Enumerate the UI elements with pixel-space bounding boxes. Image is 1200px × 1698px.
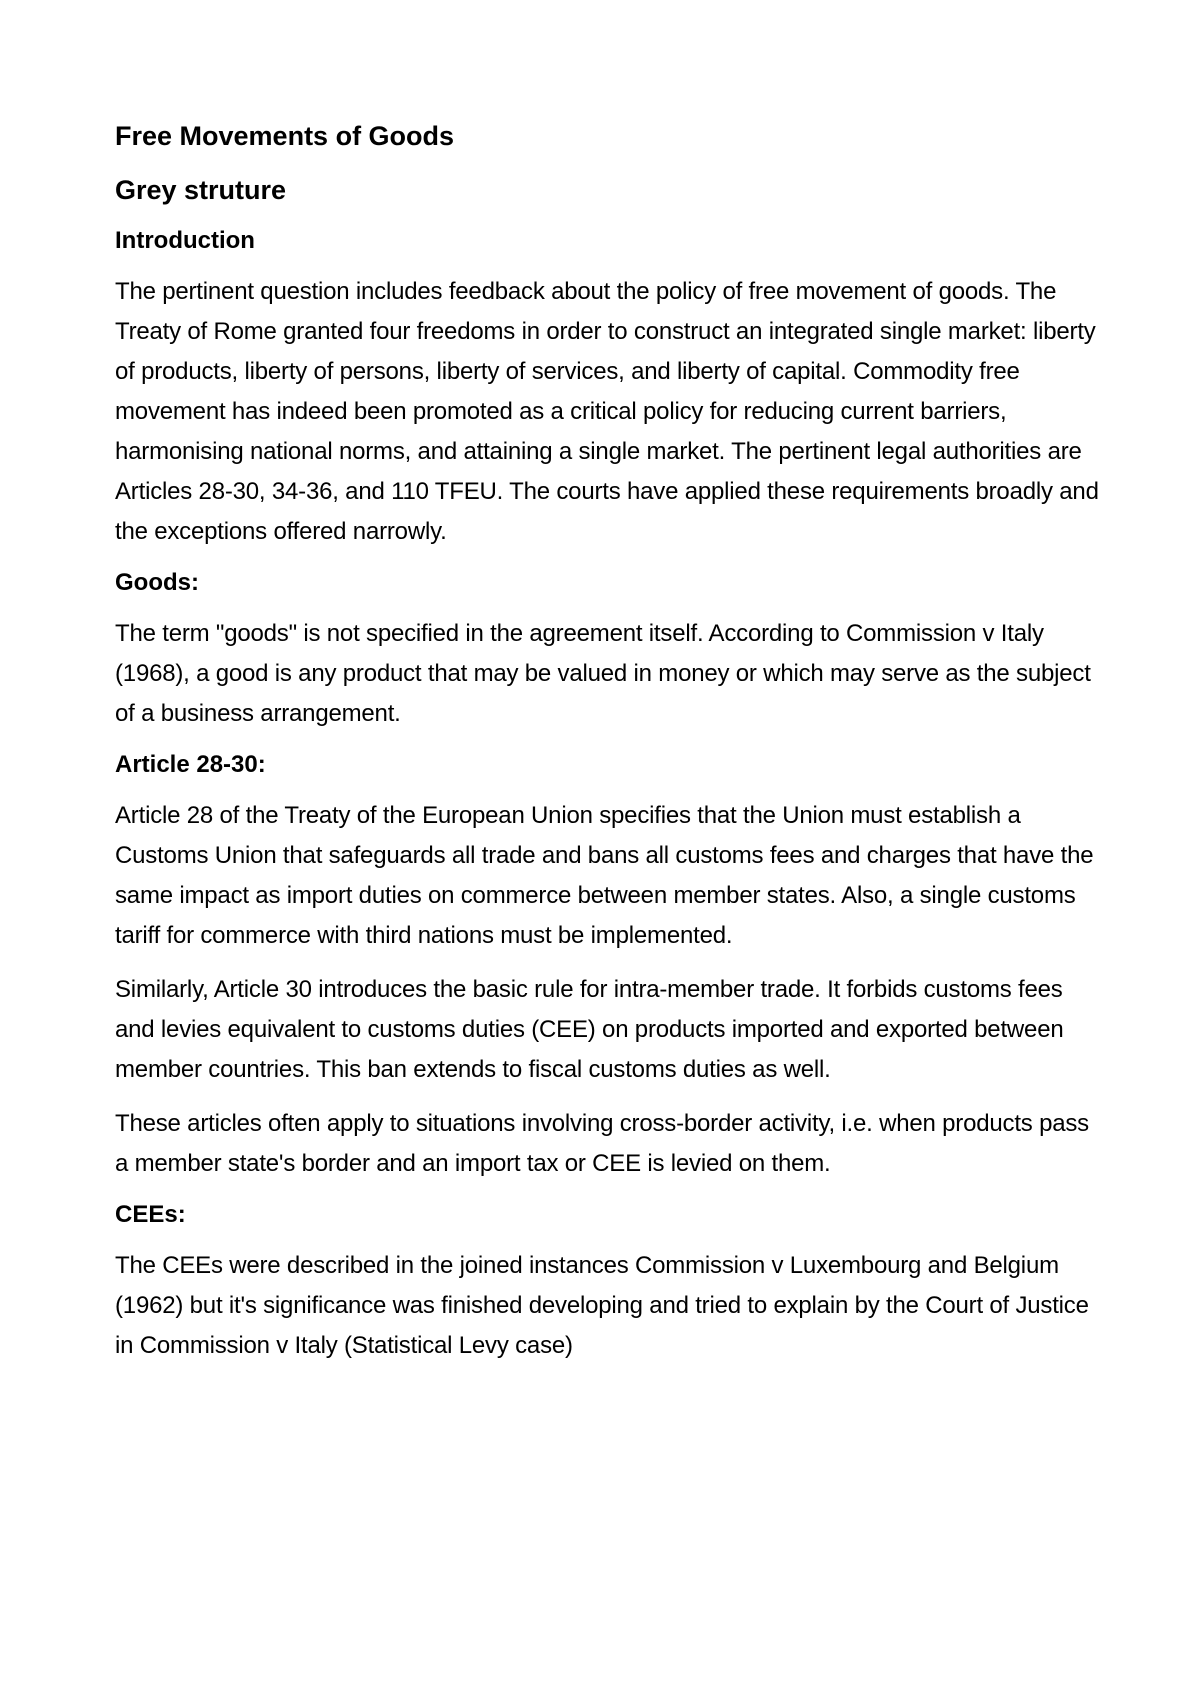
paragraph-goods-1: The term "goods" is not specified in the agreement itself. According to Commission v Italy (1968), a good is any product that may be valued in money or which may serve as the subject of a business arrangement. [115,620,1091,727]
paragraph-introduction-1: The pertinent question includes feedback about the policy of free movement of goods. The Treaty of Rome granted four freedoms in order to construct an integrated single market: liberty of products, liberty of persons, liberty of services, and liberty of capital. Commodity free movement has indeed been promoted as a critical policy for reducing current barriers, harmonising national norms, and attaining a single market. The pertinent legal authorities are Articles 28-30, 34-36, and 110 TFEU. The courts have applied these requirements broadly and the exceptions offered narrowly. [115,278,1099,545]
section-heading-cees: CEEs: [115,1201,186,1228]
section-heading-introduction: Introduction [115,227,255,254]
section-heading-article-28-30: Article 28-30: [115,751,266,778]
paragraph-cees-1: The CEEs were described in the joined instances Commission v Luxembourg and Belgium (1962) but it's significance was finished developing and tried to explain by the Court of Justice in Commission v Italy (Statistical Levy case) [115,1252,1089,1359]
paragraph-article-28-30-2: Similarly, Article 30 introduces the basic rule for intra-member trade. It forbids customs fees and levies equivalent to customs duties (CEE) on products imported and exported between member countries. This ban extends to fiscal customs duties as well. [115,976,1064,1083]
document-subtitle: Grey struture [115,175,287,205]
paragraph-article-28-30-1: Article 28 of the Treaty of the European Union specifies that the Union must establish a Customs Union that safeguards all trade and bans all customs fees and charges that have the same impact as import duties on commerce between member states. Also, a single customs tariff for commerce with third nations must be implemented. [115,802,1094,949]
document-page [115,118,1100,1380]
document-title: Free Movements of Goods [115,121,455,151]
section-heading-goods: Goods: [115,569,199,596]
paragraph-article-28-30-3: These articles often apply to situations involving cross-border activity, i.e. when products pass a member state's border and an import tax or CEE is levied on them. [115,1110,1089,1177]
